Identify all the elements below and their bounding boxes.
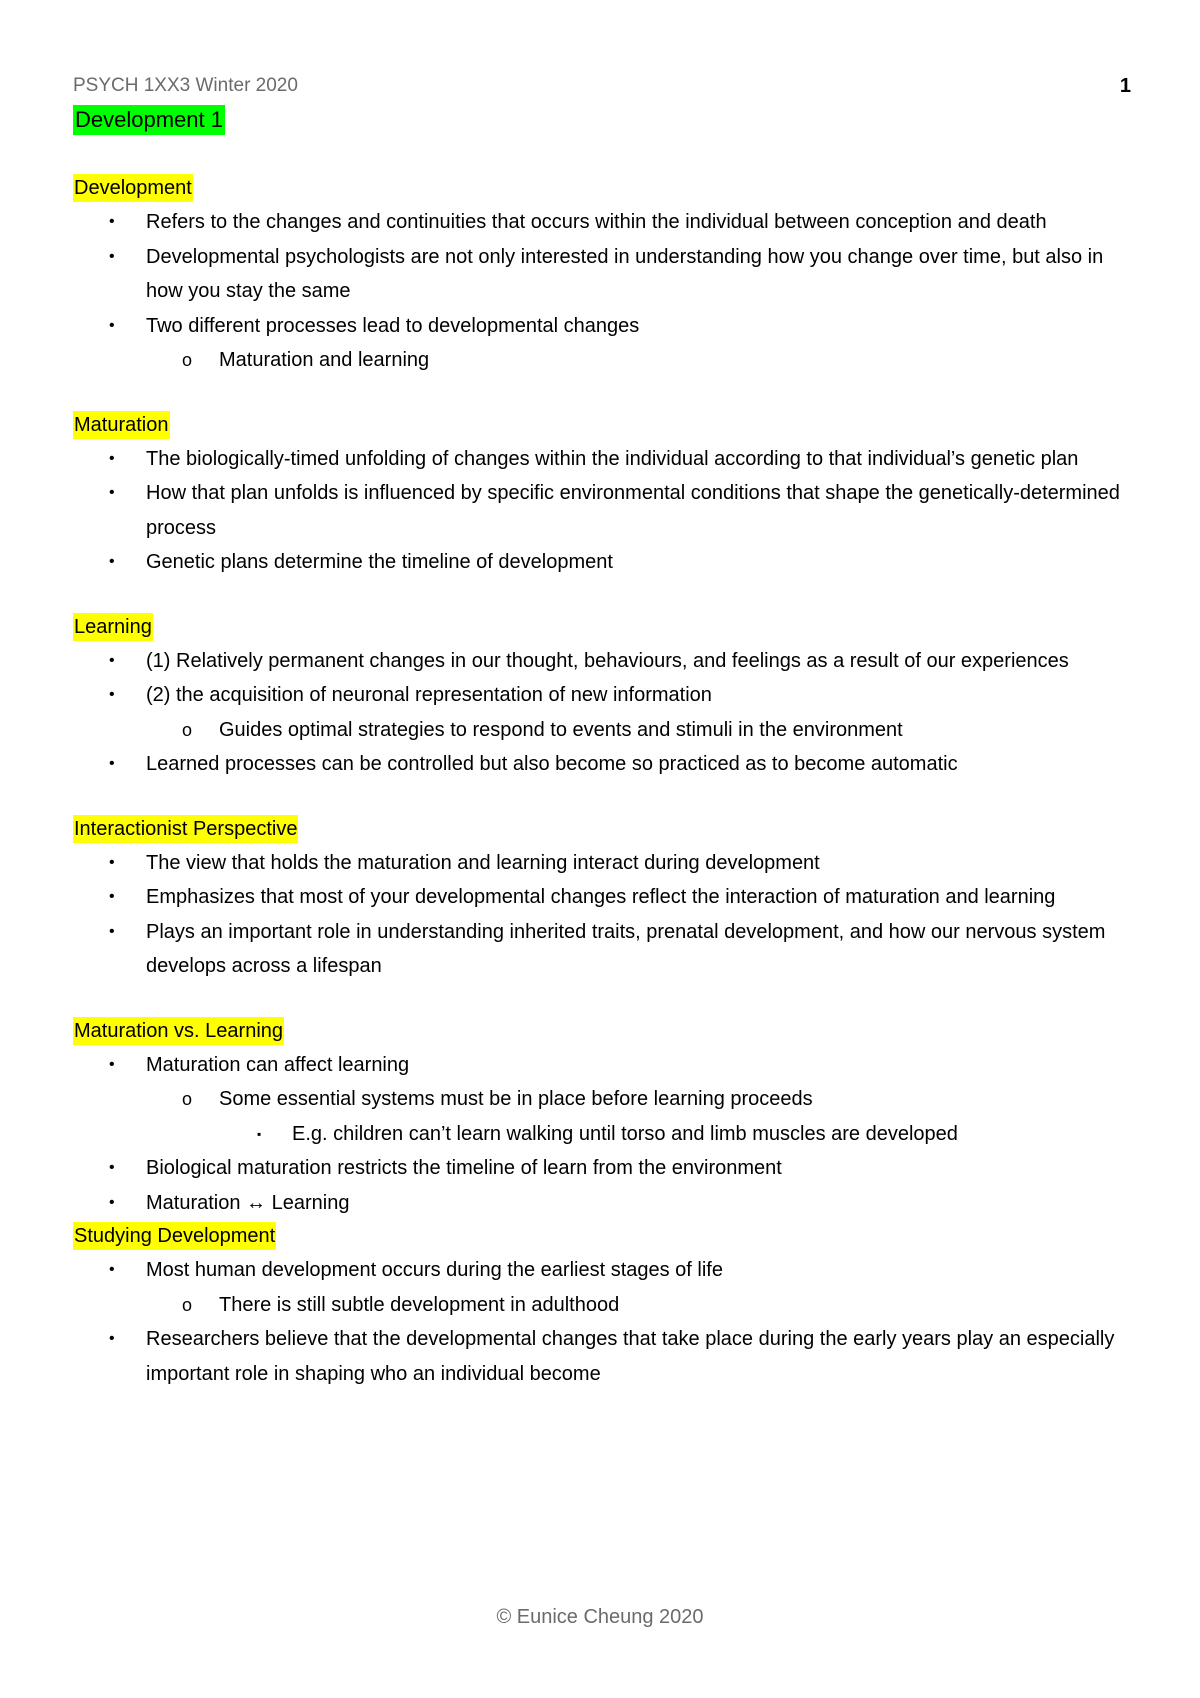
disc-bullet-icon: • bbox=[109, 888, 115, 905]
disc-bullet-icon: • bbox=[109, 651, 115, 669]
section-learning bbox=[73, 613, 1133, 782]
list-item: • (1) Relatively permanent changes in our thought, behaviours, and feelings as a result of our experiences bbox=[73, 644, 1133, 679]
disc-bullet-icon: • bbox=[109, 1193, 115, 1211]
disc-bullet-icon: • bbox=[109, 1330, 115, 1347]
list-item: • Emphasizes that most of your developmental changes reflect the interaction of maturation and learning bbox=[73, 880, 1133, 915]
copyright-footer: © Eunice Cheung 2020 bbox=[496, 1606, 704, 1628]
disc-bullet-icon: • bbox=[109, 1159, 115, 1176]
list-item: • Learned processes can be controlled but also become so practiced as to become automatic bbox=[73, 747, 1133, 782]
list-item: • Genetic plans determine the timeline of development bbox=[73, 545, 1133, 580]
list-item: • Maturation can affect learning bbox=[73, 1048, 1133, 1083]
section-studying-development bbox=[73, 1222, 1133, 1391]
disc-bullet-icon: • bbox=[109, 213, 115, 230]
disc-bullet-icon: • bbox=[109, 922, 115, 940]
disc-bullet-icon: • bbox=[109, 755, 115, 772]
bullet-list bbox=[73, 1253, 1133, 1391]
section-heading: Maturation bbox=[73, 411, 170, 439]
section-heading: Studying Development bbox=[73, 1222, 276, 1250]
section-heading: Development bbox=[73, 174, 193, 202]
square-bullet-icon: ▪ bbox=[257, 1126, 262, 1141]
disc-bullet-icon: • bbox=[109, 553, 115, 570]
circle-bullet-icon: o bbox=[182, 350, 193, 370]
disc-bullet-icon: • bbox=[109, 1055, 115, 1073]
section-heading: Maturation vs. Learning bbox=[73, 1017, 284, 1045]
list-item: • Most human development occurs during the earliest stages of life bbox=[73, 1253, 1133, 1288]
disc-bullet-icon: • bbox=[109, 484, 115, 501]
section-maturation-vs-learning bbox=[73, 1017, 1133, 1221]
bullet-list bbox=[73, 644, 1133, 782]
section-interactionist-perspective bbox=[73, 815, 1133, 984]
list-subitem: o Some essential systems must be in place before learning proceeds bbox=[73, 1082, 1133, 1117]
section-heading: Learning bbox=[73, 613, 153, 641]
list-item: • The view that holds the maturation and learning interact during development bbox=[73, 846, 1133, 881]
list-item: • Maturation ↔ Learning bbox=[73, 1186, 1133, 1221]
section-maturation bbox=[73, 411, 1133, 580]
list-item: • Developmental psychologists are not only interested in understanding how you change over time, but also in how you stay the same bbox=[73, 240, 1133, 309]
list-item: • Biological maturation restricts the timeline of learn from the environment bbox=[73, 1151, 1133, 1186]
section-heading: Interactionist Perspective bbox=[73, 815, 298, 843]
course-header: PSYCH 1XX3 Winter 2020 bbox=[73, 75, 298, 96]
notes-content bbox=[73, 174, 1133, 1424]
disc-bullet-icon: • bbox=[109, 449, 115, 467]
list-item: • The biologically-timed unfolding of changes within the individual according to that individual’s genetic plan bbox=[73, 442, 1133, 477]
bullet-list bbox=[73, 205, 1133, 378]
page-header bbox=[73, 74, 1131, 98]
section-development bbox=[73, 174, 1133, 378]
list-item: • Refers to the changes and continuities that occurs within the individual between conception and death bbox=[73, 205, 1133, 240]
disc-bullet-icon: • bbox=[109, 316, 115, 334]
list-item: • How that plan unfolds is influenced by specific environmental conditions that shape the genetically-determined process bbox=[73, 476, 1133, 545]
list-subitem: o Maturation and learning bbox=[73, 343, 1133, 378]
list-item: • Plays an important role in understanding inherited traits, prenatal development, and how our nervous system develops across a lifespan bbox=[73, 915, 1133, 984]
bullet-list bbox=[73, 1048, 1133, 1221]
list-item: • Researchers believe that the developmental changes that take place during the early years play an especially important role in shaping who an individual become bbox=[73, 1322, 1133, 1391]
circle-bullet-icon: o bbox=[182, 1089, 193, 1109]
circle-bullet-icon: o bbox=[182, 1294, 193, 1315]
list-subsubitem: ▪ E.g. children can’t learn walking until torso and limb muscles are developed bbox=[73, 1117, 1133, 1152]
bullet-list bbox=[73, 442, 1133, 580]
page-number: 1 bbox=[1119, 75, 1131, 97]
list-subitem: o Guides optimal strategies to respond to events and stimuli in the environment bbox=[73, 713, 1133, 748]
disc-bullet-icon: • bbox=[109, 1261, 115, 1278]
circle-bullet-icon: o bbox=[182, 719, 193, 740]
document-title: Development 1 bbox=[73, 105, 225, 135]
bullet-list bbox=[73, 846, 1133, 984]
disc-bullet-icon: • bbox=[109, 853, 115, 871]
list-subitem: o There is still subtle development in adulthood bbox=[73, 1288, 1133, 1323]
disc-bullet-icon: • bbox=[109, 686, 115, 703]
list-item: • (2) the acquisition of neuronal representation of new information bbox=[73, 678, 1133, 713]
disc-bullet-icon: • bbox=[109, 247, 115, 265]
list-item: • Two different processes lead to developmental changes bbox=[73, 309, 1133, 344]
